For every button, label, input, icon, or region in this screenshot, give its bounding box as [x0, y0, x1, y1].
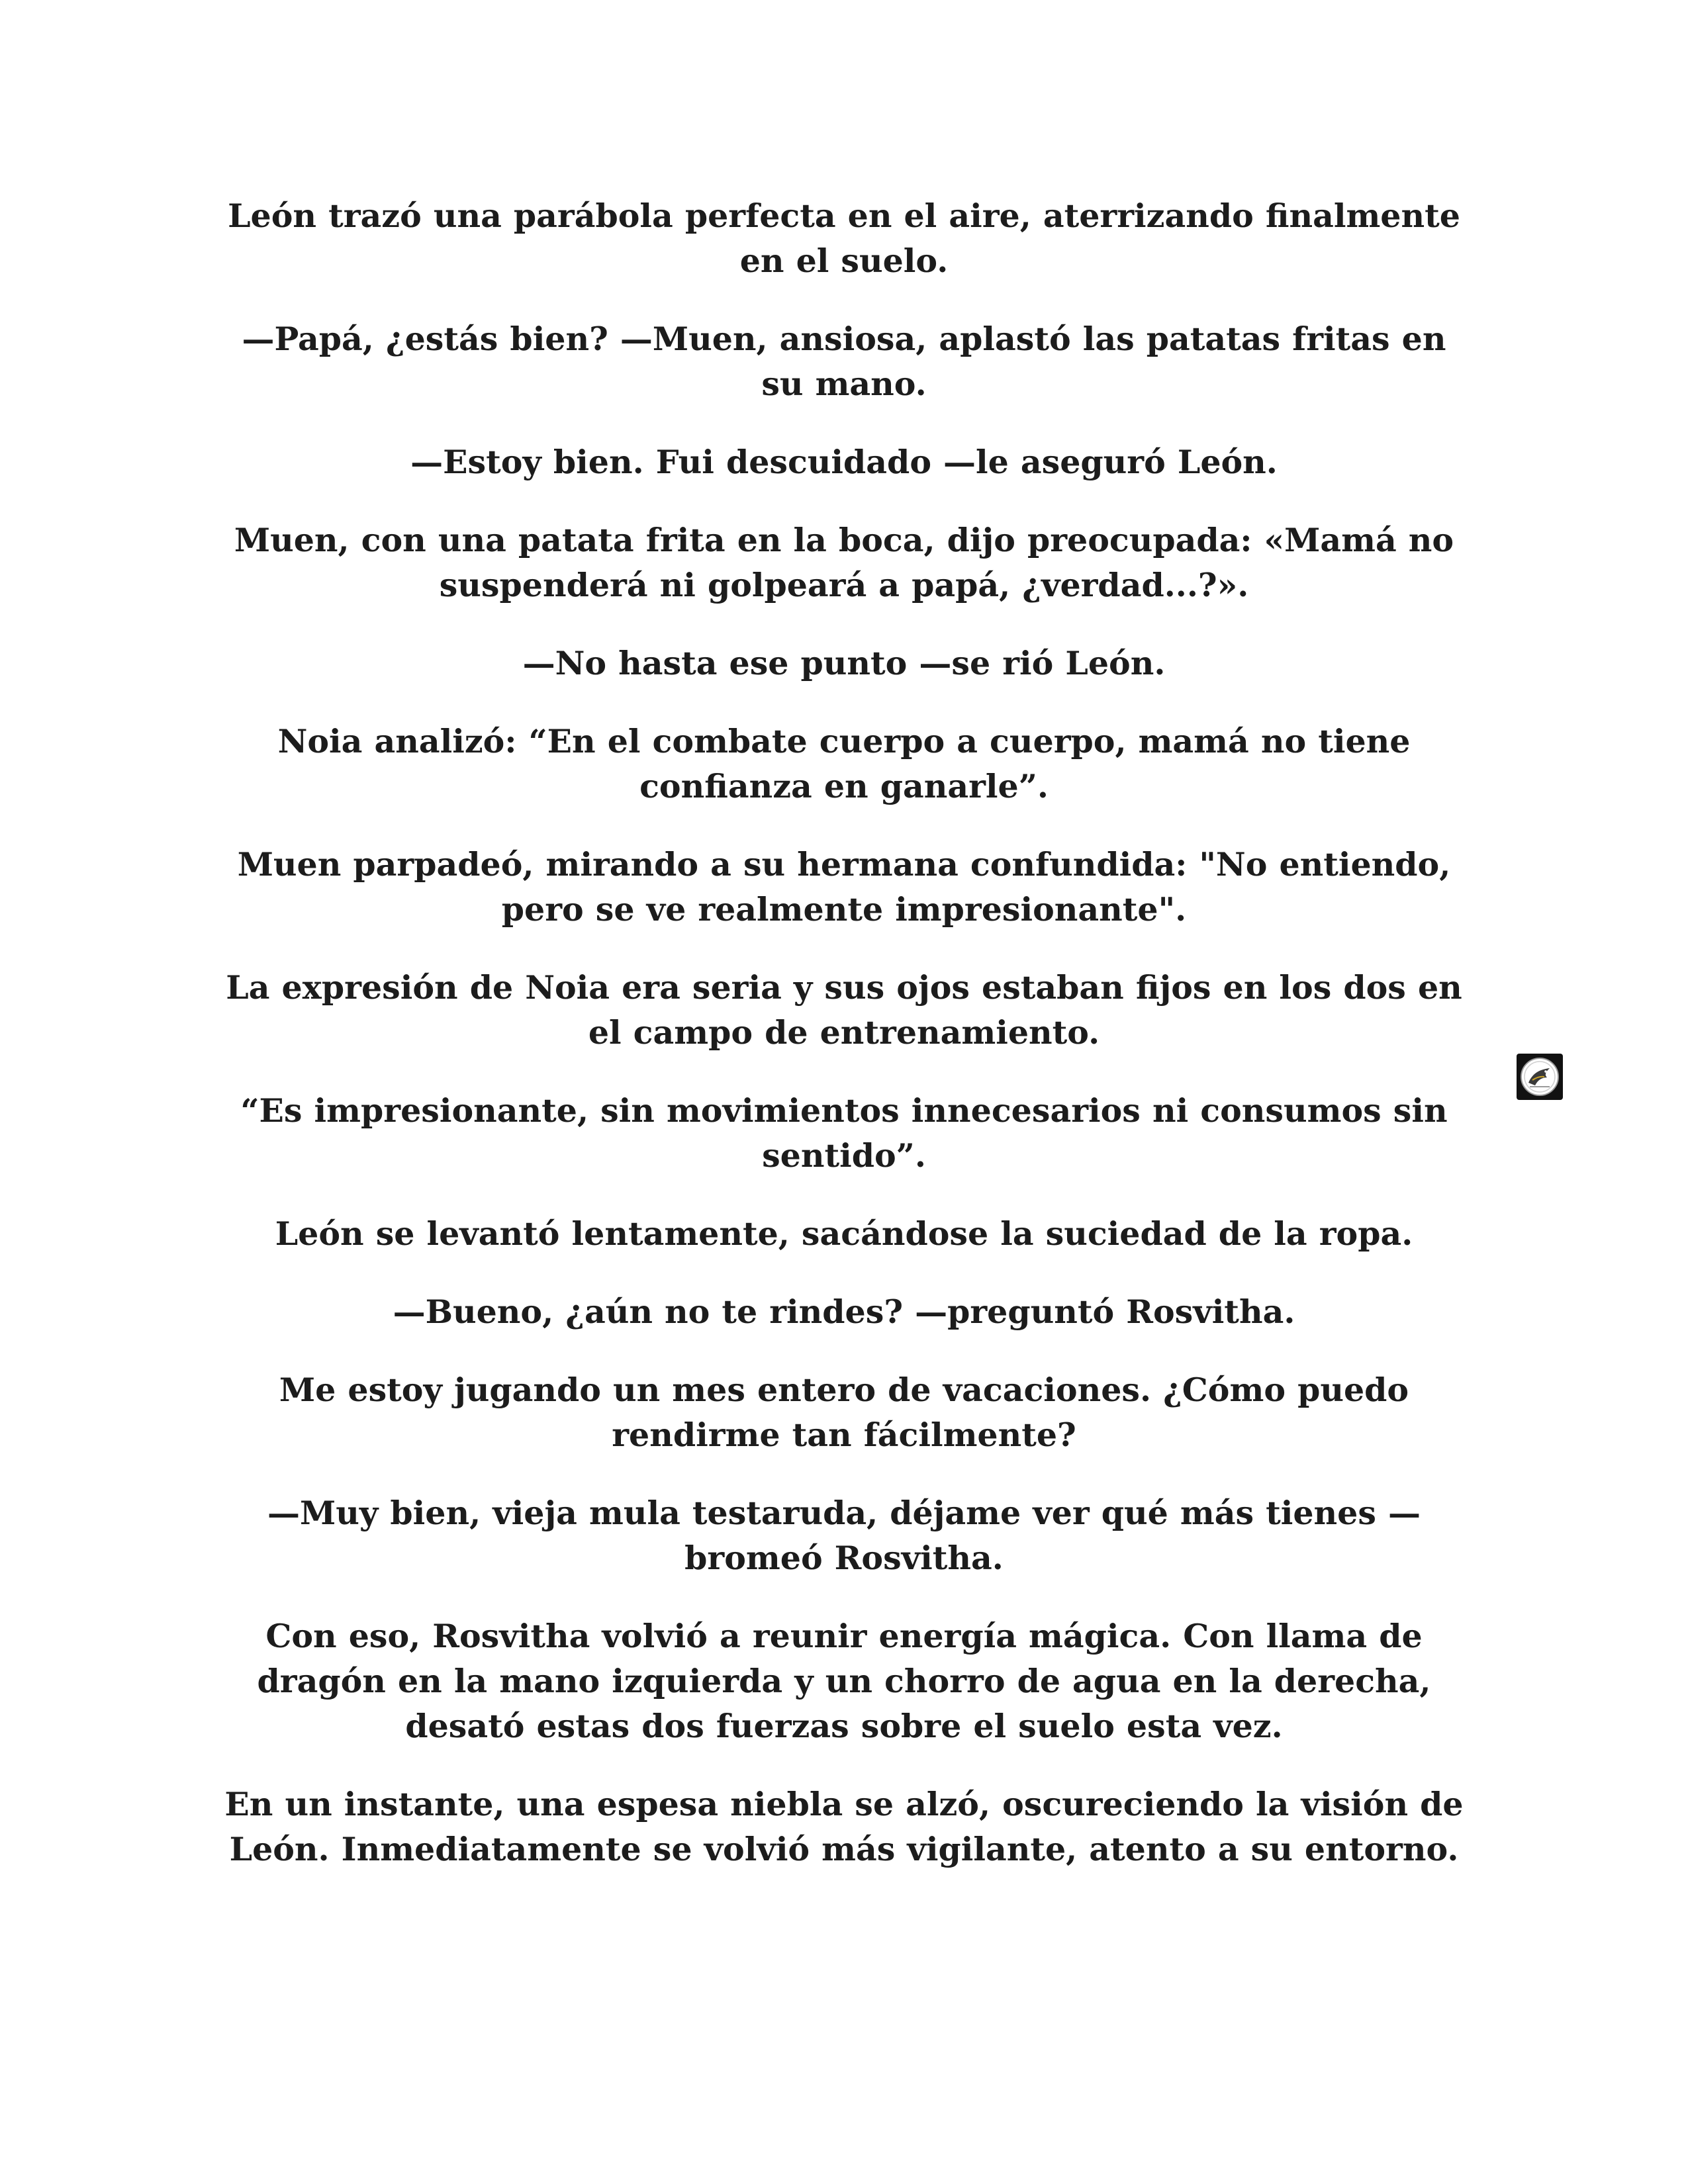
paragraph-5: —No hasta ese punto —se rió León.	[522, 644, 1166, 682]
paragraph-15: En un instante, una espesa niebla se alzó, oscureciendo la visión de León. Inmediatamente se volvió más vigilante, atento a su entorno.	[224, 1785, 1464, 1868]
paragraph-8: La expresión de Noia era seria y sus ojos estaban fijos en los dos en el campo de entrenamiento.	[226, 968, 1462, 1052]
paragraph-12: Me estoy jugando un mes entero de vacaciones. ¿Cómo puedo rendirme tan fácilmente?	[279, 1371, 1409, 1454]
dragon-emblem-icon	[1517, 1054, 1563, 1100]
dragon-emblem-graphic	[1517, 1054, 1563, 1100]
document-body	[218, 193, 1470, 1872]
paragraph-11: —Bueno, ¿aún no te rindes? —preguntó Rosvitha.	[393, 1293, 1295, 1331]
paragraph-14: Con eso, Rosvitha volvió a reunir energía mágica. Con llama de dragón en la mano izquierda y un chorro de agua en la derecha, desató estas dos fuerzas sobre el suelo esta vez.	[257, 1617, 1431, 1745]
paragraph-1: León trazó una parábola perfecta en el aire, aterrizando finalmente en el suelo.	[228, 197, 1460, 280]
paragraph-13: —Muy bien, vieja mula testaruda, déjame ver qué más tienes —bromeó Rosvitha.	[267, 1494, 1421, 1577]
paragraph-10: León se levantó lentamente, sacándose la suciedad de la ropa.	[275, 1214, 1413, 1253]
paragraph-9: “Es impresionante, sin movimientos innecesarios ni consumos sin sentido”.	[240, 1091, 1448, 1175]
paragraph-6: Noia analizó: “En el combate cuerpo a cuerpo, mamá no tiene confianza en ganarle”.	[277, 722, 1411, 805]
paragraph-7: Muen parpadeó, mirando a su hermana confundida: "No entiendo, pero se ve realmente impresionante".	[237, 845, 1451, 929]
paragraph-3: —Estoy bien. Fui descuidado —le aseguró León.	[410, 443, 1278, 481]
paragraph-2: —Papá, ¿estás bien? —Muen, ansiosa, aplastó las patatas fritas en su mano.	[242, 320, 1446, 403]
paragraph-4: Muen, con una patata frita en la boca, dijo preocupada: «Mamá no suspenderá ni golpeará a papá, ¿verdad...?».	[234, 521, 1454, 604]
